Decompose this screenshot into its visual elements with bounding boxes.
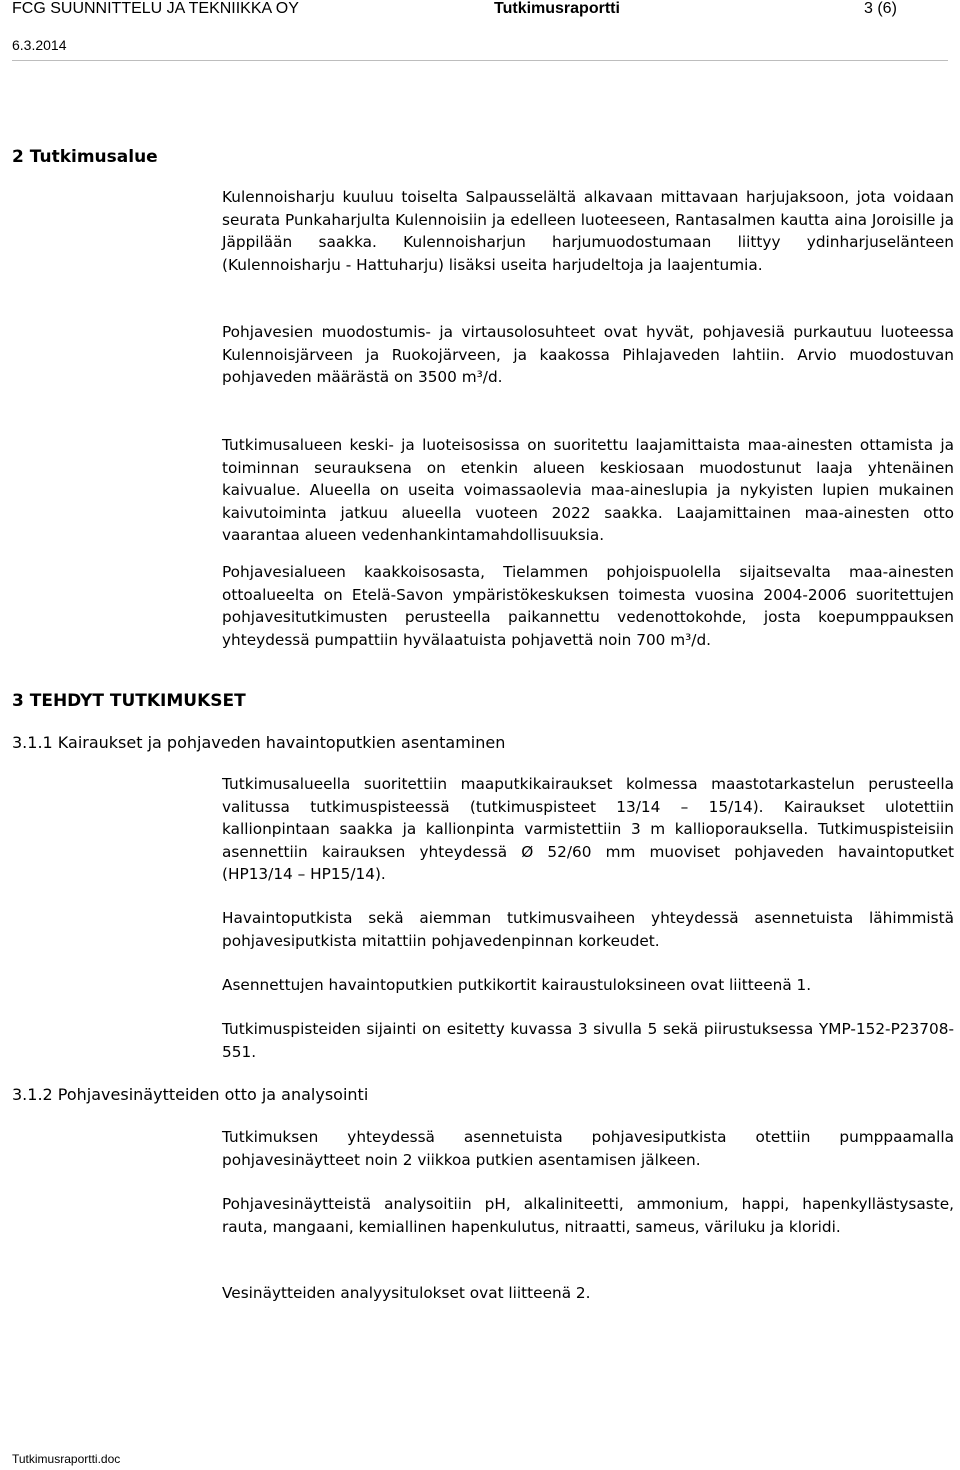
company-name: FCG SUUNNITTELU JA TEKNIIKKA OY <box>12 0 299 17</box>
paragraph: Tutkimusalueella suoritettiin maaputkikairaukset kolmessa maastotarkastelun perusteella valitussa tutkimuspisteessä (tutkimuspisteet 13/14 – 15/14). Kairaukset ulotettiin kallionpintaan saakka ja kallionpinta varmistettiin 3 m kallioporauksella. Tutkimuspisteisiin asennettiin kairauksen yhteydessä Ø 52/60 mm muoviset pohjaveden havaintoputket (HP13/14 – HP15/14). <box>222 775 954 883</box>
paragraph: Pohjavesien muodostumis- ja virtausolosuhteet ovat hyvät, pohjavesiä purkautuu luoteessa Kulennoisjärveen ja Ruokojärveen, ja kaakossa Pihlajaveden lahtiin. Arvio muodostuvan pohjaveden määrästä on 3500 m³/d. <box>222 323 954 386</box>
subsection-heading-kairaukset: 3.1.1 Kairaukset ja pohjaveden havaintoputkien asentaminen <box>12 733 506 752</box>
paragraph: Kulennoisharju kuuluu toiselta Salpausselältä alkavaan mittavaan harjujaksoon, jota voidaan seurata Punkaharjulta Kulennoisiin ja edelleen luoteeseen, Rantasalmen kautta aina Joroisille ja Jäppilään saakka. Kulennoisharjun harjumuodostumaan liittyy ydinharjuselänteen (Kulennoisharju - Hattuharju) lisäksi useita harjudeltoja ja laajentumia. <box>222 188 954 274</box>
report-date: 6.3.2014 <box>12 37 67 53</box>
paragraph: Asennettujen havaintoputkien putkikortit kairaustuloksineen ovat liitteenä 1. <box>222 976 812 994</box>
section-heading-tutkimusalue: 2 Tutkimusalue <box>12 147 158 167</box>
paragraph: Tutkimuspisteiden sijainti on esitetty kuvassa 3 sivulla 5 sekä piirustuksessa YMP-152-P23708-551. <box>222 1020 954 1061</box>
paragraph: Havaintoputkista sekä aiemman tutkimusvaiheen yhteydessä asennetuista lähimmistä pohjavesiputkista mitattiin pohjavedenpinnan korkeudet. <box>222 909 954 950</box>
paragraph: Pohjavesialueen kaakkoisosasta, Tielammen pohjoispuolella sijaitsevalta maa-ainesten ottoalueelta on Etelä-Savon ympäristökeskuksen toimesta vuosina 2004-2006 suoritettujen pohjavesitutkimusten perusteella paikannettu vedenottokohde, josta koepumppauksen yhteydessä pumpattiin hyvälaatuista pohjavettä noin 700 m³/d. <box>222 563 954 649</box>
footer-filename: Tutkimusraportti.doc <box>12 1452 121 1466</box>
page-header <box>12 0 948 62</box>
subsection-heading-pohjavesinaytteet: 3.1.2 Pohjavesinäytteiden otto ja analysointi <box>12 1085 369 1104</box>
page-number: 3 (6) <box>864 0 897 17</box>
paragraph: Pohjavesinäytteistä analysoitiin pH, alkaliniteetti, ammonium, happi, hapenkyllästysaste, rauta, mangaani, kemiallinen hapenkulutus, nitraatti, sameus, väriluku ja kloridi. <box>222 1195 954 1236</box>
paragraph: Vesinäytteiden analyysitulokset ovat liitteenä 2. <box>222 1284 591 1302</box>
paragraph: Tutkimuksen yhteydessä asennetuista pohjavesiputkista otettiin pumppaamalla pohjavesinäytteet noin 2 viikkoa putkien asentamisen jälkeen. <box>222 1128 954 1169</box>
paragraph: Tutkimusalueen keski- ja luoteisosissa on suoritettu laajamittaista maa-ainesten ottamista ja toiminnan seurauksena on etenkin alueen keskiosaan muodostunut laaja yhtenäinen kaivualue. Alueella on useita voimassaolevia maa-aineslupia ja nykyisten lupien mukainen kaivutoiminta jatkuu alueella vuoteen 2022 saakka. Laajamittainen maa-ainesten otto vaarantaa alueen vedenhankintamahdollisuuksia. <box>222 436 954 544</box>
section-heading-tehdyt-tutkimukset: 3 TEHDYT TUTKIMUKSET <box>12 691 246 711</box>
header-divider <box>12 60 948 61</box>
report-title: Tutkimusraportti <box>494 0 620 17</box>
